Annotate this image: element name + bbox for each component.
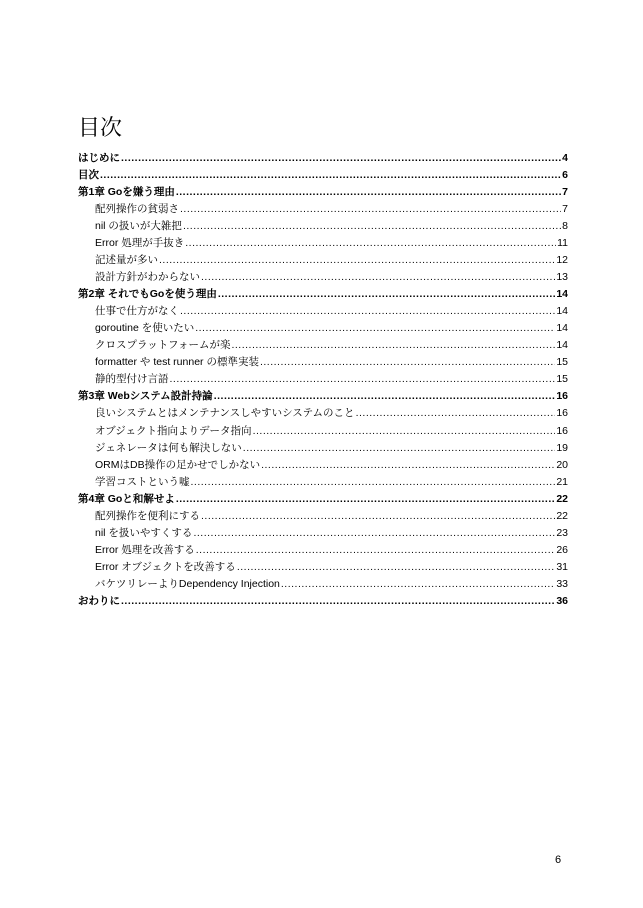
toc-entry-label: 設計方針がわからない: [95, 271, 200, 284]
toc-section-entry[interactable]: [78, 371, 568, 388]
toc-section-entry[interactable]: [78, 559, 568, 576]
toc-entry-label: 第1章 Goを嫌う理由: [78, 186, 175, 199]
toc-section-entry[interactable]: [78, 235, 568, 252]
toc-entry-label: オブジェクト指向よりデータ指向: [95, 424, 252, 437]
toc-section-entry[interactable]: [78, 337, 568, 354]
toc-entry-page: 8: [562, 220, 568, 233]
dot-leader: [180, 303, 555, 320]
toc-entry-label: 第3章 Webシステム設計持論: [78, 390, 213, 403]
toc-entry-label: 静的型付け言語: [95, 373, 169, 386]
toc-entry-page: 20: [556, 458, 568, 471]
toc-entry-label: nil の扱いが大雑把: [95, 220, 182, 233]
toc-entry-page: 7: [562, 186, 568, 199]
toc-section-entry[interactable]: [78, 508, 568, 525]
toc-entry-label: はじめに: [78, 152, 120, 164]
dot-leader: [218, 286, 555, 303]
page-title: 目次: [78, 115, 123, 140]
dot-leader: [180, 201, 561, 218]
toc-entry-page: 16: [556, 390, 568, 403]
toc-chapter-entry[interactable]: [78, 593, 568, 610]
toc-entry-label: 仕事で仕方がなく: [95, 305, 179, 318]
toc-entry-page: 33: [556, 577, 568, 590]
dot-leader: [237, 559, 556, 576]
dot-leader: [185, 235, 556, 252]
toc-entry-page: 19: [556, 441, 568, 454]
dot-leader: [201, 269, 555, 286]
toc-entry-label: Error 処理が手抜き: [95, 237, 185, 250]
dot-leader: [201, 508, 555, 525]
table-of-contents: [78, 150, 568, 610]
toc-entry-label: 配列操作の貧弱さ: [95, 203, 179, 216]
dot-leader: [176, 491, 555, 508]
dot-leader: [214, 388, 556, 405]
toc-section-entry[interactable]: [78, 405, 568, 422]
dot-leader: [281, 576, 555, 593]
toc-entry-label: ジェネレータは何も解決しない: [95, 441, 242, 454]
dot-leader: [243, 440, 556, 457]
toc-entry-page: 16: [556, 424, 568, 437]
toc-entry-page: 4: [562, 152, 568, 164]
toc-entry-label: クロスプラットフォームが楽: [95, 339, 231, 352]
toc-entry-label: nil を扱いやすくする: [95, 526, 193, 539]
dot-leader: [253, 423, 556, 440]
toc-entry-label: 第2章 それでもGoを使う理由: [78, 288, 217, 301]
dot-leader: [121, 150, 561, 167]
dot-leader: [261, 457, 555, 474]
toc-section-entry[interactable]: [78, 252, 568, 269]
dot-leader: [170, 371, 556, 388]
dot-leader: [196, 542, 556, 559]
toc-entry-page: 36: [556, 594, 568, 607]
toc-entry-page: 23: [556, 526, 568, 539]
toc-entry-page: 21: [556, 475, 568, 488]
toc-entry-label: 良いシステムとはメンテナンスしやすいシステムのこと: [95, 407, 355, 420]
toc-entry-page: 15: [556, 356, 568, 369]
toc-section-entry[interactable]: [78, 576, 568, 593]
toc-entry-label: formatter や test runner の標準実装: [95, 356, 259, 369]
page-number: 6: [555, 854, 562, 866]
toc-entry-page: 7: [562, 203, 568, 216]
toc-section-entry[interactable]: [78, 201, 568, 218]
dot-leader: [159, 252, 555, 269]
toc-section-entry[interactable]: [78, 354, 568, 371]
toc-chapter-entry[interactable]: [78, 184, 568, 201]
toc-chapter-entry[interactable]: [78, 150, 568, 167]
toc-entry-page: 6: [562, 169, 568, 182]
toc-entry-label: 記述量が多い: [95, 254, 158, 267]
toc-chapter-entry[interactable]: [78, 167, 568, 184]
toc-entry-label: Error オブジェクトを改善する: [95, 560, 236, 573]
toc-section-entry[interactable]: [78, 525, 568, 542]
dot-leader: [231, 337, 555, 354]
toc-entry-page: 12: [556, 254, 568, 267]
toc-entry-page: 14: [556, 339, 568, 352]
toc-entry-page: 31: [556, 560, 568, 573]
dot-leader: [176, 184, 561, 201]
toc-entry-label: バケツリレーよりDependency Injection: [95, 577, 280, 590]
toc-entry-page: 16: [556, 407, 568, 420]
toc-entry-page: 22: [556, 509, 568, 522]
toc-entry-page: 15: [556, 373, 568, 386]
dot-leader: [195, 320, 555, 337]
toc-entry-page: 14: [556, 305, 568, 318]
dot-leader: [193, 525, 555, 542]
toc-entry-label: 目次: [78, 169, 99, 182]
toc-section-entry[interactable]: [78, 303, 568, 320]
toc-entry-page: 14: [556, 288, 568, 301]
toc-entry-page: 14: [556, 322, 568, 335]
toc-entry-label: 第4章 Goと和解せよ: [78, 492, 175, 505]
toc-section-entry[interactable]: [78, 218, 568, 235]
dot-leader: [121, 593, 555, 610]
toc-entry-label: Error 処理を改善する: [95, 543, 195, 556]
toc-section-entry[interactable]: [78, 542, 568, 559]
toc-section-entry[interactable]: [78, 269, 568, 286]
dot-leader: [100, 167, 561, 184]
toc-entry-page: 11: [557, 237, 568, 250]
toc-section-entry[interactable]: [78, 423, 568, 440]
dot-leader: [183, 218, 561, 235]
toc-entry-label: 学習コストという嘘: [95, 475, 190, 488]
toc-entry-page: 26: [556, 543, 568, 556]
toc-chapter-entry[interactable]: [78, 286, 568, 303]
toc-section-entry[interactable]: [78, 474, 568, 491]
dot-leader: [356, 405, 556, 422]
toc-entry-page: 13: [556, 271, 568, 284]
toc-section-entry[interactable]: [78, 457, 568, 474]
toc-entry-label: おわりに: [78, 594, 120, 607]
toc-entry-page: 22: [556, 492, 568, 505]
toc-section-entry[interactable]: [78, 440, 568, 457]
toc-chapter-entry[interactable]: [78, 388, 568, 405]
toc-entry-label: 配列操作を便利にする: [95, 509, 200, 522]
dot-leader: [260, 354, 555, 371]
toc-entry-label: goroutine を使いたい: [95, 322, 195, 335]
dot-leader: [191, 474, 556, 491]
toc-chapter-entry[interactable]: [78, 491, 568, 508]
toc-entry-label: ORMはDB操作の足かせでしかない: [95, 458, 261, 471]
toc-section-entry[interactable]: [78, 320, 568, 337]
